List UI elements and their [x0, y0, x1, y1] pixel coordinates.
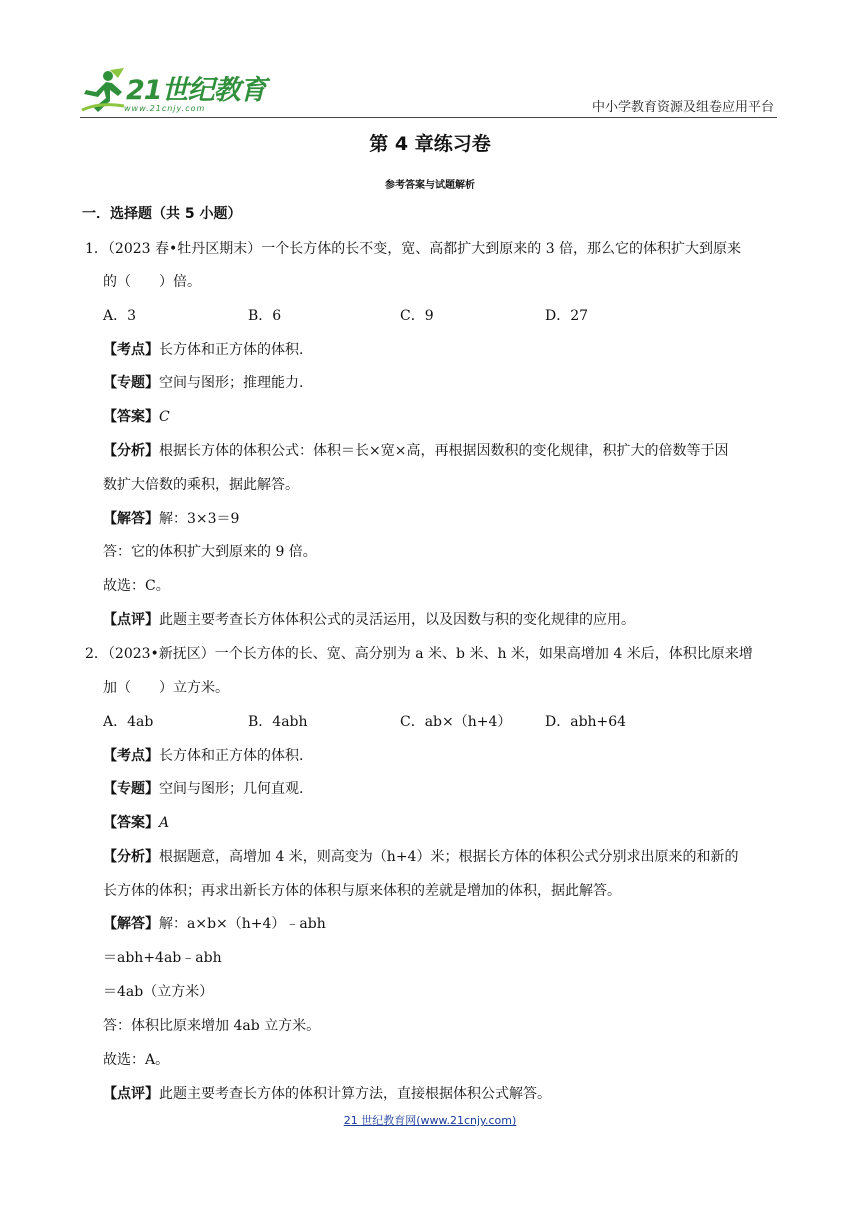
section-heading: 一．选择题（共 5 小题） [82, 206, 242, 222]
logo-url: www.21cnjy.com [124, 104, 206, 113]
dianping-tag: 【点评】 [103, 1086, 159, 1102]
question-2-answer: 答：体积比原来增加 4ab 立方米。 [103, 1018, 321, 1034]
zhuanti-text: 空间与图形；几何直观. [159, 781, 304, 797]
question-1-fenxi-line-1 [103, 442, 728, 460]
jieda-tag: 【解答】 [103, 511, 159, 527]
question-2-kaodian [103, 747, 303, 765]
question-2-zhuanti [103, 780, 303, 798]
daan-tag: 【答案】 [103, 815, 159, 831]
question-1-answer: 答：它的体积扩大到原来的 9 倍。 [103, 544, 317, 560]
question-1-fenxi-line-2: 数扩大倍数的乘积，据此解答。 [103, 477, 299, 493]
question-2-step-1: ＝abh+4ab﹣abh [103, 950, 222, 966]
jieda-text: 解：a×b×（h+4）﹣abh [159, 916, 326, 932]
fenxi-tag: 【分析】 [103, 849, 159, 865]
question-2-dianping [103, 1085, 551, 1103]
question-2-choice: 故选：A。 [103, 1052, 170, 1068]
question-1-choice: 故选：C。 [103, 578, 170, 594]
daan-text: C [159, 409, 170, 425]
question-1-daan [103, 408, 170, 426]
question-2-option-b: B．4abh [248, 714, 308, 730]
jieda-tag: 【解答】 [103, 916, 159, 932]
zhuanti-tag: 【专题】 [103, 781, 159, 797]
question-1-option-c: C．9 [400, 308, 434, 324]
kaodian-text: 长方体和正方体的体积. [159, 748, 304, 764]
question-1-zhuanti [103, 374, 303, 392]
question-2-daan [103, 814, 169, 832]
question-2-option-a: A．4ab [103, 714, 154, 730]
fenxi-tag: 【分析】 [103, 443, 159, 459]
page-subtitle: 参考答案与试题解析 [385, 180, 475, 191]
question-1-option-a: A．3 [103, 308, 137, 324]
fenxi-text: 根据题意，高增加 4 米，则高变为（h+4）米；根据长方体的体积公式分别求出原来的和新的 [159, 849, 739, 865]
kaodian-tag: 【考点】 [103, 748, 159, 764]
question-1-jieda [103, 510, 239, 528]
question-2-fenxi-line-1 [103, 848, 738, 866]
kaodian-text: 长方体和正方体的体积. [159, 342, 304, 358]
question-2-option-d: D．abh+64 [545, 714, 627, 730]
question-2-jieda [103, 915, 326, 933]
question-1-stem-line-2: 的（ ）倍。 [103, 274, 201, 290]
zhuanti-tag: 【专题】 [103, 375, 159, 391]
question-1-dianping [103, 611, 635, 629]
dianping-tag: 【点评】 [103, 612, 159, 628]
footer-link[interactable]: 21 世纪教育网(www.21cnjy.com) [343, 1114, 517, 1127]
platform-label: 中小学教育资源及组卷应用平台 [591, 100, 774, 115]
fenxi-text: 根据长方体的体积公式：体积＝长×宽×高，再根据因数积的变化规律，积扩大的倍数等于因 [159, 443, 729, 459]
zhuanti-text: 空间与图形；推理能力. [159, 375, 304, 391]
question-2-step-2: ＝4ab（立方米） [103, 984, 214, 1000]
header-divider [80, 117, 777, 118]
question-1-option-b: B．6 [248, 308, 282, 324]
question-2-option-c: C．ab×（h+4） [400, 714, 512, 730]
daan-tag: 【答案】 [103, 409, 159, 425]
logo-text: 21世纪教育 [126, 75, 266, 106]
runner-icon [80, 66, 126, 116]
question-2-stem-line-1: 2．（2023•新抚区）一个长方体的长、宽、高分别为 a 米、b 米、h 米，如果高增加 4 米后，体积比原来增 [85, 646, 753, 662]
question-1-stem-line-1: 1．（2023 春•牡丹区期末）一个长方体的长不变，宽、高都扩大到原来的 3 倍，那么它的体积扩大到原来 [85, 241, 742, 257]
page-title: 第 4 章练习卷 [369, 133, 491, 155]
question-2-stem-line-2: 加（ ）立方米。 [103, 680, 229, 696]
question-2-fenxi-line-2: 长方体的体积；再求出新长方体的体积与原来体积的差就是增加的体积，据此解答。 [103, 883, 621, 899]
question-1-kaodian [103, 341, 303, 359]
dianping-text: 此题主要考查长方体体积公式的灵活运用，以及因数与积的变化规律的应用。 [159, 612, 635, 628]
question-1-option-d: D．27 [545, 308, 589, 324]
dianping-text: 此题主要考查长方体的体积计算方法，直接根据体积公式解答。 [159, 1086, 551, 1102]
daan-text: A [159, 815, 170, 831]
jieda-text: 解：3×3＝9 [159, 511, 240, 527]
brand-logo [80, 66, 266, 118]
kaodian-tag: 【考点】 [103, 342, 159, 358]
